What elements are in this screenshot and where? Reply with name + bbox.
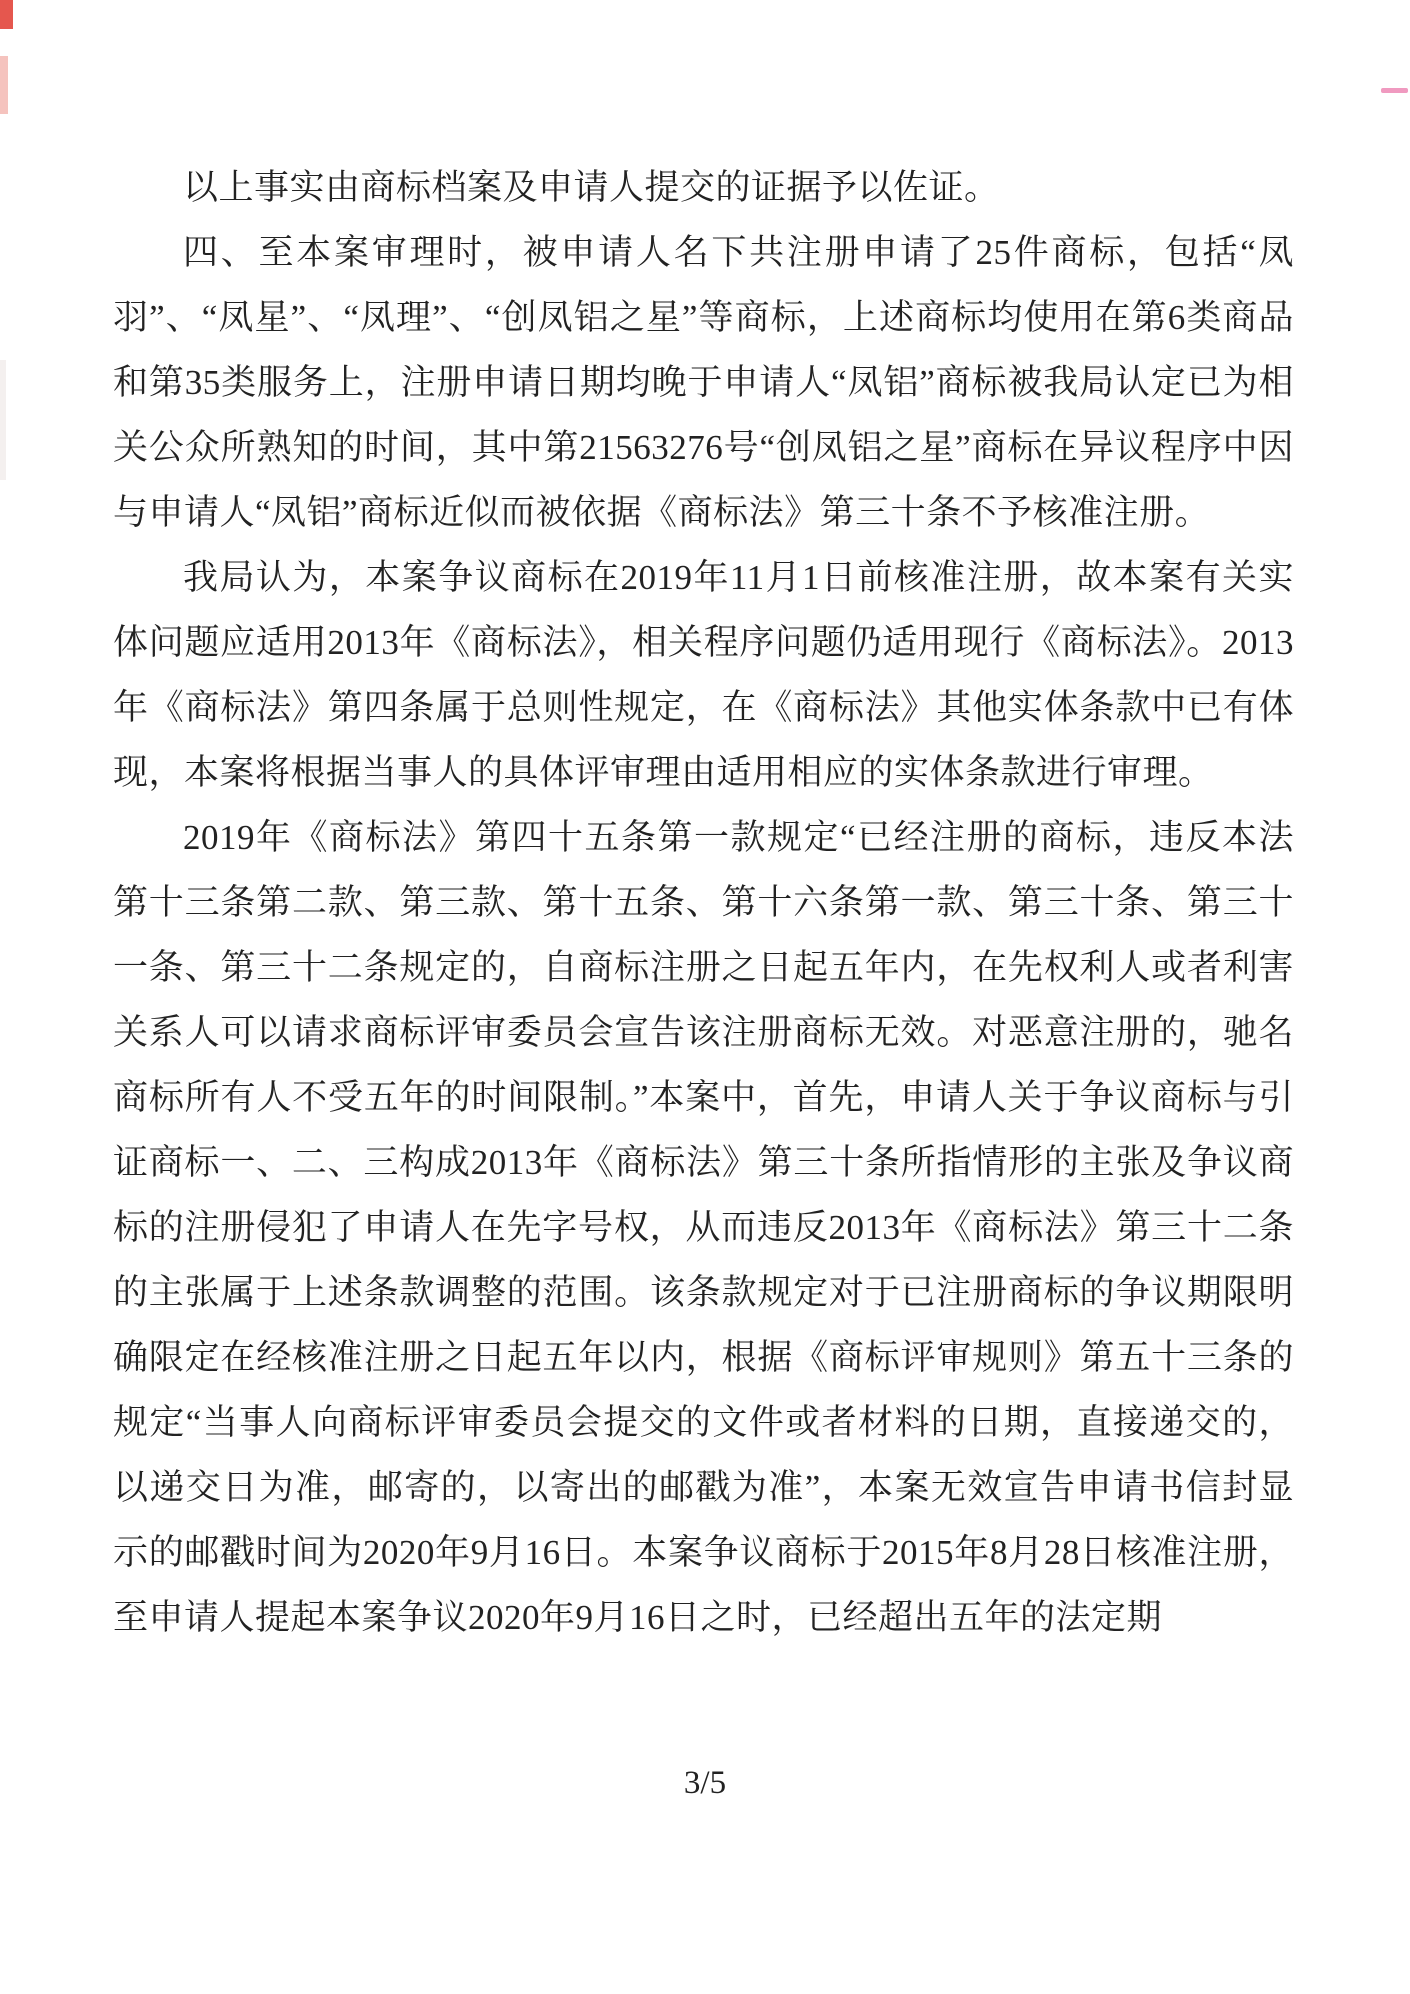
paragraph-applicable-law: 我局认为，本案争议商标在2019年11月1日前核准注册，故本案有关实体问题应适用2013年《商标法》，相关程序问题仍适用现行《商标法》。2013年《商标法》第四条属于总则性规定，在《商标法》其他实体条款中已有体现，本案将根据当事人的具体评审理由适用相应的实体条款进行审理。 (113, 558, 1294, 792)
document-body-text (113, 155, 1294, 1650)
page-number: 3/5 (683, 1765, 727, 1801)
paragraph-article-45-analysis: 2019年《商标法》第四十五条第一款规定“已经注册的商标，违反本法第十三条第二款、第三款、第十五条、第十六条第一款、第三十条、第三十一条、第三十二条规定的，自商标注册之日起五年内，在先权利人或者利害关系人可以请求商标评审委员会宣告该注册商标无效。对恶意注册的，驰名商标所有人不受五年的时间限制。”本案中，首先，申请人关于争议商标与引证商标一、二、三构成2013年《商标法》第三十条所指情形的主张及争议商标的注册侵犯了申请人在先字号权，从而违反2013年《商标法》第三十二条的主张属于上述条款调整的范围。该条款规定对于已注册商标的争议期限明确限定在经核准注册之日起五年以内，根据《商标评审规则》第五十三条的规定“当事人向商标评审委员会提交的文件或者材料的日期，直接递交的，以递交日为准，邮寄的，以寄出的邮戳为准”，本案无效宣告申请书信封显示的邮戳时间为2020年9月16日。本案争议商标于2015年8月28日核准注册，至申请人提起本案争议2020年9月16日之时，已经超出五年的法定期 (113, 818, 1294, 1637)
scan-artifact-light-red-strip (0, 56, 8, 114)
scan-artifact-edge-smudge (0, 360, 6, 480)
paragraph-fact-four-trademarks: 四、至本案审理时，被申请人名下共注册申请了25件商标，包括“凤羽”、“凤星”、“凤理”、“创凤铝之星”等商标，上述商标均使用在第6类商品和第35类服务上，注册申请日期均晚于申请人“凤铝”商标被我局认定已为相关公众所熟知的时间，其中第21563276号“创凤铝之星”商标在异议程序中因与申请人“凤铝”商标近似而被依据《商标法》第三十条不予核准注册。 (113, 233, 1294, 532)
scan-artifact-pink-dash (1381, 88, 1408, 93)
scan-artifact-red-mark (0, 0, 13, 29)
paragraph-evidence-support: 以上事实由商标档案及申请人提交的证据予以佐证。 (183, 168, 1000, 207)
